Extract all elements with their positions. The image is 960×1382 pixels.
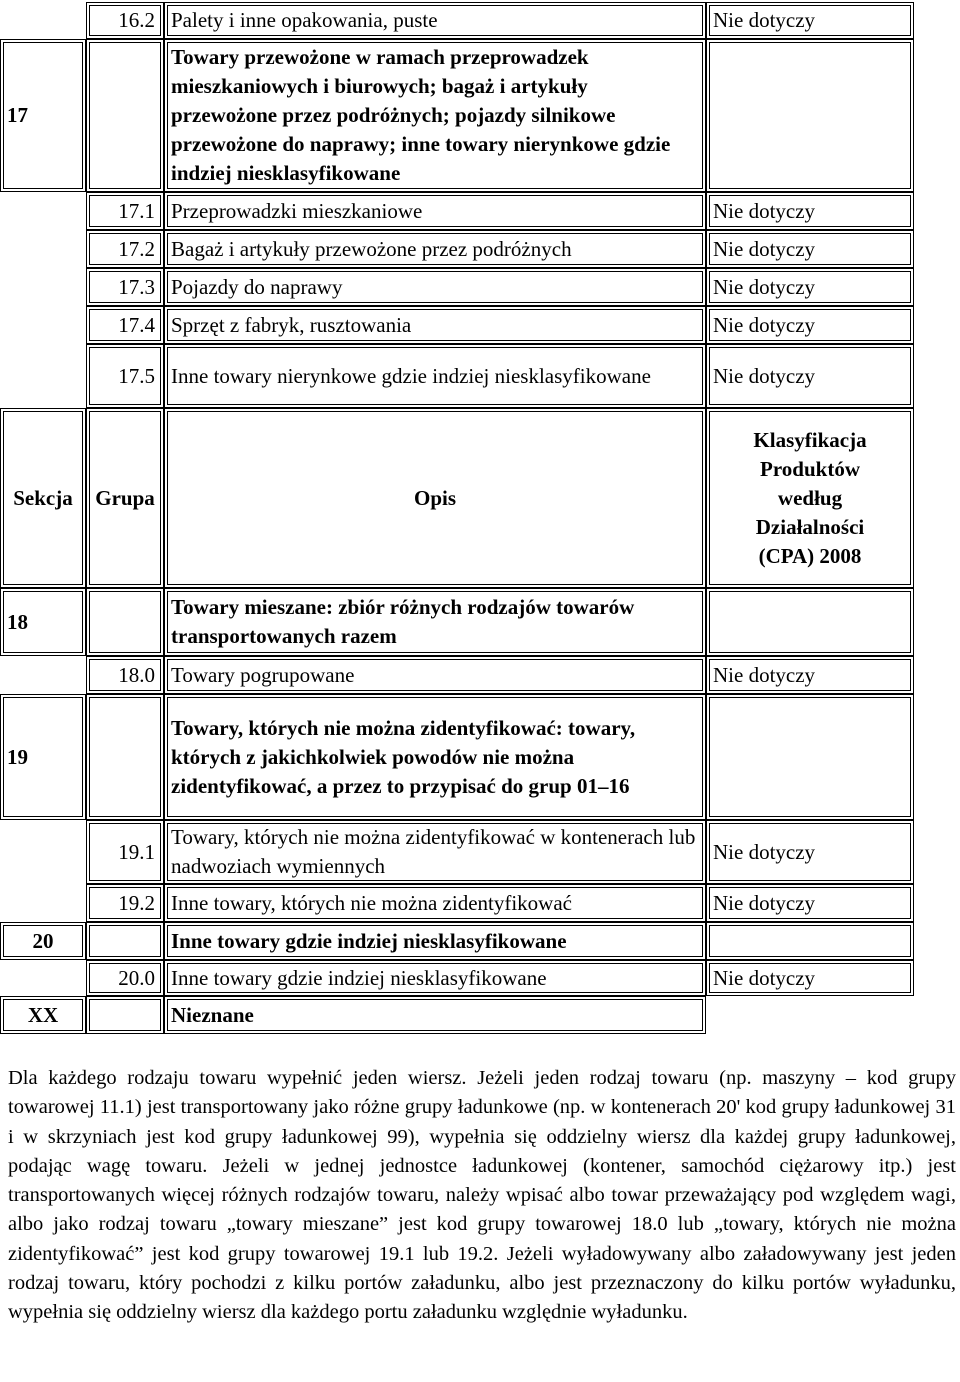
section-number: 20 — [0, 922, 86, 960]
group-code: 17.1 — [86, 192, 164, 230]
group-description: Sprzęt z fabryk, rusztowania — [164, 306, 706, 344]
cpa-value: Nie dotyczy — [706, 268, 914, 306]
section-number: 17 — [0, 39, 86, 192]
cpa-value: Nie dotyczy — [706, 884, 914, 922]
group-code: 19.1 — [86, 820, 164, 884]
empty-group-cell — [86, 694, 164, 820]
cpa-value: Nie dotyczy — [706, 230, 914, 268]
empty-group-cell — [86, 922, 164, 960]
header-cpa: Klasyfikacja Produktów według Działalności (CPA) 2008 — [706, 408, 914, 588]
cpa-value: Nie dotyczy — [706, 960, 914, 996]
group-description: Pojazdy do naprawy — [164, 268, 706, 306]
empty-cpa-cell — [706, 588, 914, 656]
cpa-value: Nie dotyczy — [706, 820, 914, 884]
group-description: Przeprowadzki mieszkaniowe — [164, 192, 706, 230]
section-number: XX — [0, 996, 86, 1034]
group-code: 17.5 — [86, 344, 164, 408]
cpa-value: Nie dotyczy — [706, 656, 914, 694]
section-description: Towary przewożone w ramach przeprowadzek mieszkaniowych i biurowych; bagaż i artykuły przewożone przez podróżnych; pojazdy silnikowe przewożone do naprawy; inne towary nierynkowe gdzie indziej niesklasyfikowane — [164, 39, 706, 192]
group-description: Bagaż i artykuły przewożone przez podróżnych — [164, 230, 706, 268]
cpa-value: Nie dotyczy — [706, 306, 914, 344]
empty-group-cell — [86, 39, 164, 192]
header-group: Grupa — [86, 408, 164, 588]
instructions-paragraph: Dla każdego rodzaju towaru wypełnić jeden wiersz. Jeżeli jeden rodzaj towaru (np. maszyny – kod grupy towarowej 11.1) jest transportowany jako różne grupy ładunkowe (np. w kontenerach 20' kod grupy ładunkowej 31 i w skrzyniach jest kod grupy ładunkowej 99), wypełnia się oddzielny wiersz dla każdej grupy ładunkowej, podając wagę towaru. Jeżeli w jednej jednostce ładunkowej (kontener, samochód ciężarowy itp.) jest transportowanych więcej różnych rodzajów towaru, należy wpisać albo towar przeważający pod względem wagi, albo jako rodzaj towaru „towary mieszane” jest kod grupy towarowej 18.0 lub „towary, których nie można zidentyfikować” jest kod grupy towarowej 19.1 lub 19.2. Jeżeli wyładowywany albo załadowywany jest jeden rodzaj towaru, który pochodzi z kilku portów załadunku, albo jest przeznaczony do kilku portów wyładunku, wypełnia się oddzielny wiersz dla każdego portu załadunku względnie wyładunku. — [8, 1067, 956, 1324]
section-description: Towary, których nie można zidentyfikować: towary, których z jakichkolwiek powodów nie można zidentyfikować, a przez to przypisać do grup 01–16 — [164, 694, 706, 820]
group-code: 20.0 — [86, 960, 164, 996]
empty-cpa-cell — [706, 694, 914, 820]
cpa-value: Nie dotyczy — [706, 192, 914, 230]
header-section: Sekcja — [0, 408, 86, 588]
cpa-value: Nie dotyczy — [706, 2, 914, 39]
empty-cpa-cell — [706, 39, 914, 192]
group-description: Inne towary nierynkowe gdzie indziej niesklasyfikowane — [164, 344, 706, 408]
group-code: 16.2 — [86, 2, 164, 39]
section-description: Nieznane — [164, 996, 706, 1034]
empty-group-cell — [86, 996, 164, 1034]
empty-group-cell — [86, 588, 164, 656]
group-description: Palety i inne opakowania, puste — [164, 2, 706, 39]
header-description: Opis — [164, 408, 706, 588]
group-code: 17.3 — [86, 268, 164, 306]
group-description: Towary, których nie można zidentyfikować w kontenerach lub nadwoziach wymiennych — [164, 820, 706, 884]
group-description: Inne towary, których nie można zidentyfikować — [164, 884, 706, 922]
section-number: 18 — [0, 588, 86, 656]
group-code: 18.0 — [86, 656, 164, 694]
group-code: 19.2 — [86, 884, 164, 922]
group-code: 17.4 — [86, 306, 164, 344]
section-description: Inne towary gdzie indziej niesklasyfikowane — [164, 922, 706, 960]
group-description: Towary pogrupowane — [164, 656, 706, 694]
group-description: Inne towary gdzie indziej niesklasyfikowane — [164, 960, 706, 996]
section-description: Towary mieszane: zbiór różnych rodzajów towarów transportowanych razem — [164, 588, 706, 656]
section-number: 19 — [0, 694, 86, 820]
cpa-value: Nie dotyczy — [706, 344, 914, 408]
group-code: 17.2 — [86, 230, 164, 268]
empty-cpa-cell — [706, 922, 914, 960]
